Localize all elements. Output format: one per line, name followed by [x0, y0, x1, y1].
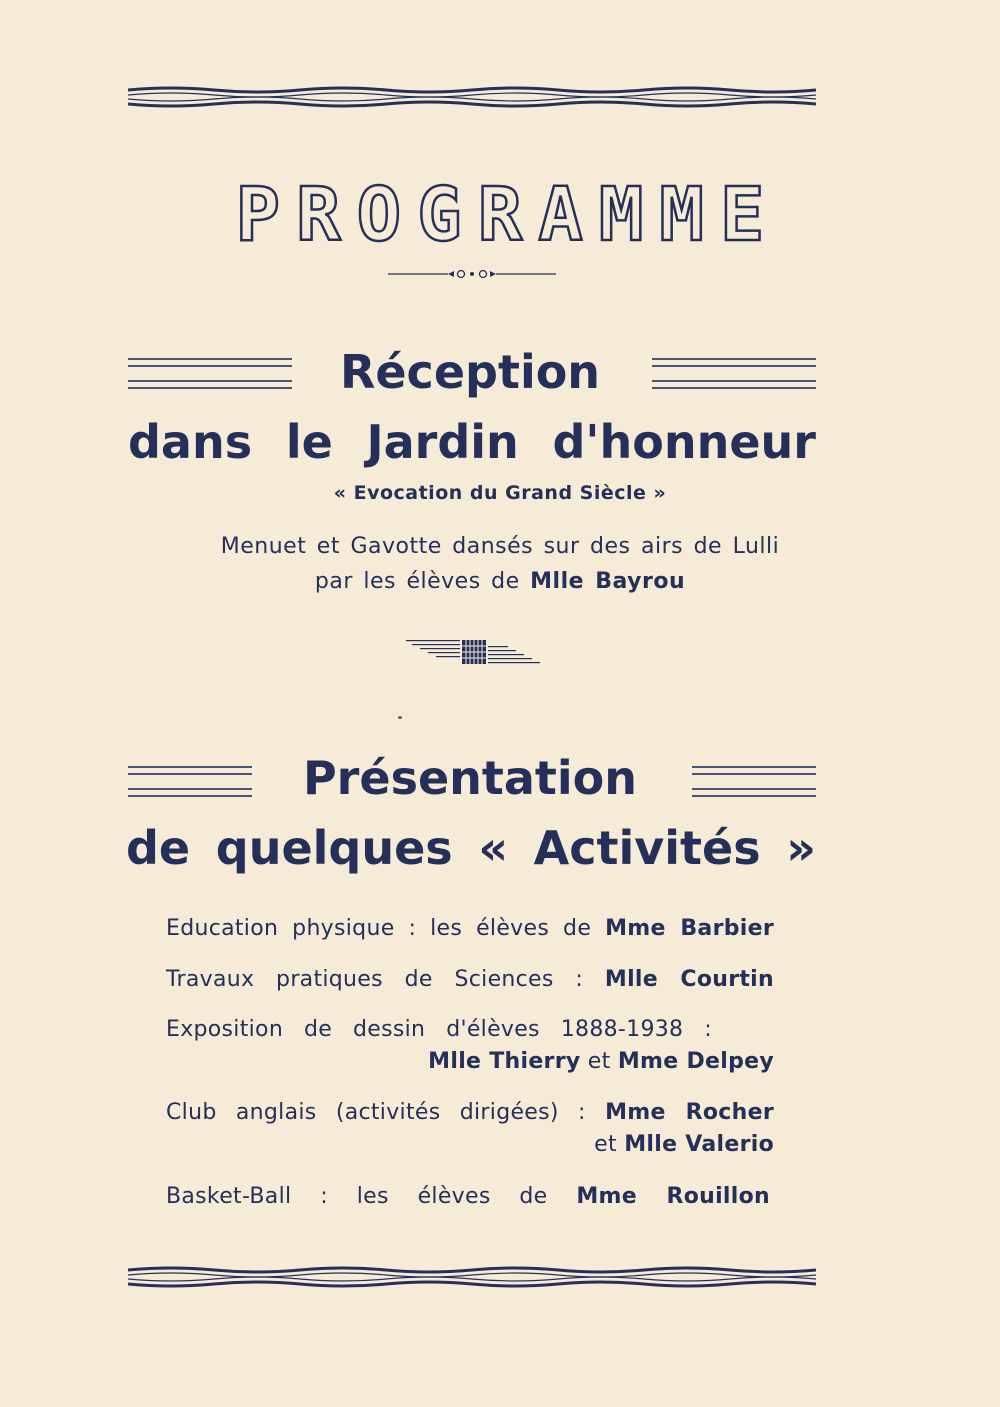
activity-person: Mme Barbier	[605, 916, 774, 941]
activity-label: Club anglais (activités dirigées) :	[166, 1100, 606, 1125]
activity-item	[166, 967, 774, 992]
activity-person: Mme Rouillon	[576, 1184, 770, 1209]
reception-performer-name: Mlle Bayrou	[530, 569, 686, 594]
activity-person: Mme Delpey	[617, 1049, 774, 1074]
middle-ornament	[406, 636, 540, 668]
presentation-heading: Présentation	[302, 751, 638, 805]
activity-label: Exposition de dessin d'élèves 1888-1938 :	[166, 1017, 712, 1042]
activity-item-continuation	[166, 1049, 774, 1074]
activity-item-continuation	[166, 1132, 774, 1157]
activity-item	[166, 1100, 774, 1125]
reception-description-line1: Menuet et Gavotte dansés sur des airs de Lulli	[220, 534, 780, 559]
reception-description-prefix: par les élèves de	[314, 569, 531, 594]
activity-item	[166, 1017, 712, 1042]
paper-speck	[398, 716, 402, 719]
activity-person: Mme Rocher	[605, 1100, 774, 1125]
activity-person: Mlle Courtin	[604, 967, 774, 992]
activity-item	[166, 1184, 770, 1209]
title-ornament	[388, 266, 556, 282]
activity-label: Basket-Ball : les élèves de	[166, 1184, 577, 1209]
presentation-heading-line2: de quelques « Activités »	[126, 821, 816, 875]
activity-label: Travaux pratiques de Sciences :	[166, 967, 605, 992]
activity-item	[166, 916, 774, 941]
reception-description-line2	[0, 569, 1000, 594]
reception-heading-line2: dans le Jardin d'honneur	[128, 415, 816, 469]
activity-label: Education physique : les élèves de	[166, 916, 606, 941]
activity-person: Mlle Thierry	[428, 1049, 581, 1074]
activity-joiner: et	[594, 1132, 625, 1157]
program-title: PROGRAMME	[235, 172, 781, 258]
reception-heading: Réception	[339, 345, 601, 399]
activity-joiner: et	[580, 1049, 618, 1074]
top-wavy-border	[128, 86, 816, 108]
activity-person: Mlle Valerio	[624, 1132, 774, 1157]
reception-subtitle: « Evocation du Grand Siècle »	[333, 482, 667, 504]
bottom-wavy-border	[128, 1266, 816, 1288]
